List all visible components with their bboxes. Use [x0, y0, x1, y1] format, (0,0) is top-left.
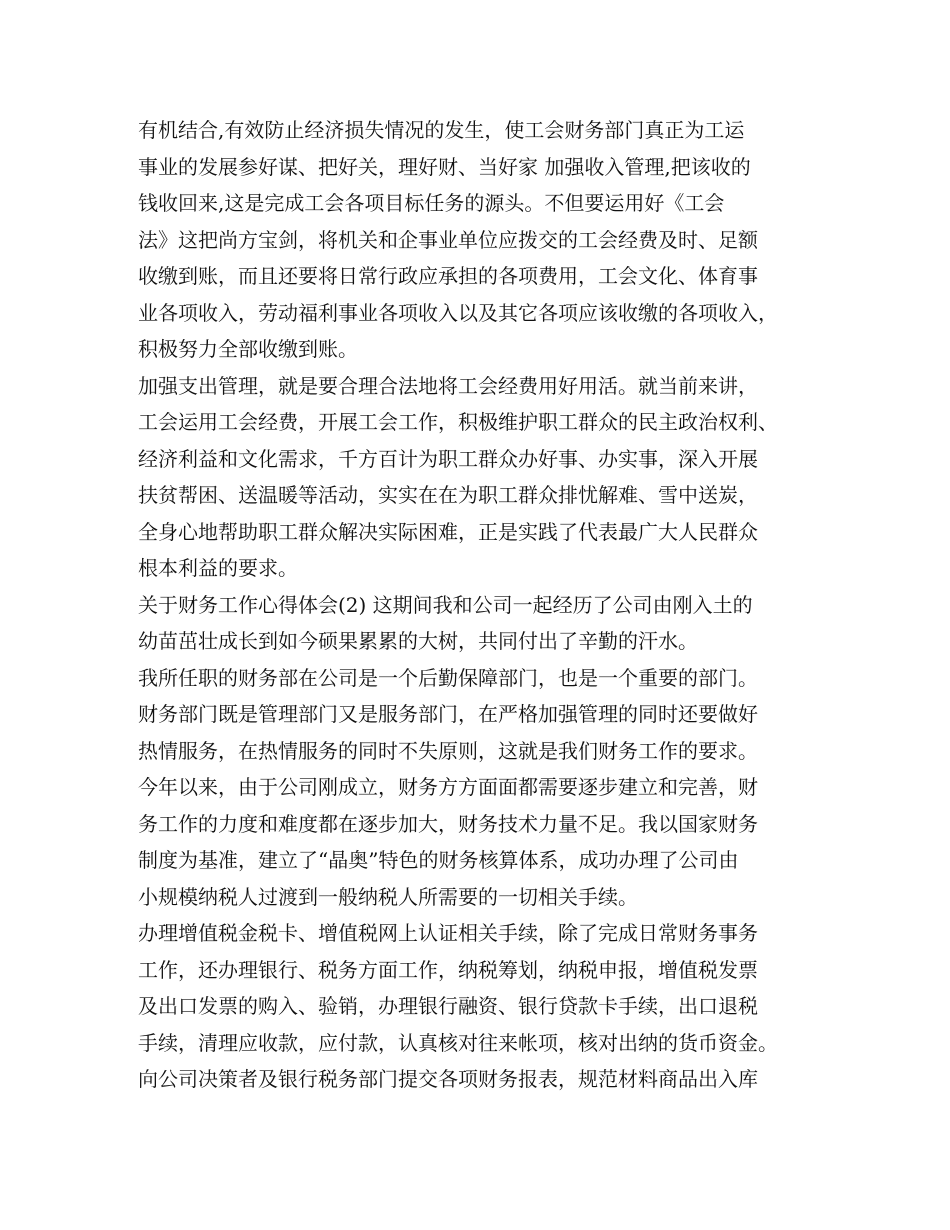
text-line: 业各项收入，劳动福利事业各项收入以及其它各项应该收缴的各项收入， [138, 300, 778, 325]
text-line: 务工作的力度和难度都在逐步加大，财务技术力量不足。我以国家财务 [138, 811, 758, 836]
text-line: 全身心地帮助职工群众解决实际困难，正是实践了代表最广大人民群众 [138, 519, 758, 544]
text-line: 及出口发票的购入、验销，办理银行融资、银行贷款卡手续，出口退税 [138, 994, 758, 1018]
text-line: 手续，清理应收款，应付款，认真核对往来帐项，核对出纳的货币资金。 [138, 1030, 778, 1055]
text-line: 扶贫帮困、送温暖等活动，实实在在为职工群众排忧解难、雪中送炭， [138, 483, 758, 507]
body-text [138, 112, 838, 1098]
text-line: 制度为基准，建立了“晶奥”特色的财务核算体系，成功办理了公司由 [138, 848, 739, 872]
text-line: 收缴到账，而且还要将日常行政应承担的各项费用，工会文化、体育事 [138, 264, 758, 288]
text-line: 积极努力全部收缴到账。 [138, 337, 358, 361]
text-line: 关于财务工作心得体会(2) 这期间我和公司一起经历了公司由刚入土的 [138, 592, 753, 617]
text-line: 今年以来，由于公司刚成立，财务方方面面都需要逐步建立和完善，财 [138, 775, 758, 799]
text-line: 工作，还办理银行、税务方面工作，纳税筹划，纳税申报，增值税发票 [138, 957, 758, 982]
text-line: 我所任职的财务部在公司是一个后勤保障部门，也是一个重要的部门。 [138, 665, 758, 690]
text-line: 向公司决策者及银行税务部门提交各项财务报表，规范材料商品出入库 [138, 1067, 758, 1091]
text-line: 经济利益和文化需求，千方百计为职工群众办好事、办实事，深入开展 [138, 446, 758, 471]
text-line: 法》这把尚方宝剑，将机关和企事业单位应拨交的工会经费及时、足额 [138, 227, 758, 252]
text-line: 办理增值税金税卡、增值税网上认证相关手续，除了完成日常财务事务 [138, 921, 758, 945]
text-line: 幼苗茁壮成长到如今硕果累累的大树，共同付出了辛勤的汗水。 [138, 629, 698, 653]
text-line: 财务部门既是管理部门又是服务部门，在严格加强管理的同时还要做好 [138, 702, 758, 726]
text-line: 事业的发展参好谋、把好关，理好财、当好家 加强收入管理,把该收的 [138, 154, 751, 179]
text-line: 钱收回来,这是完成工会各项目标任务的源头。不但要运用好《工会 [138, 191, 725, 215]
text-line: 根本利益的要求。 [138, 556, 298, 580]
text-line: 有机结合,有效防止经济损失情况的发生，使工会财务部门真正为工运 [138, 118, 745, 142]
text-line: 小规模纳税人过渡到一般纳税人所需要的一切相关手续。 [138, 884, 638, 909]
text-line: 加强支出管理，就是要合理合法地将工会经费用好用活。就当前来讲， [138, 373, 758, 398]
text-line: 热情服务，在热情服务的同时不失原则，这就是我们财务工作的要求。 [138, 738, 758, 763]
text-line: 工会运用工会经费，开展工会工作，积极维护职工群众的民主政治权利、 [138, 410, 778, 434]
